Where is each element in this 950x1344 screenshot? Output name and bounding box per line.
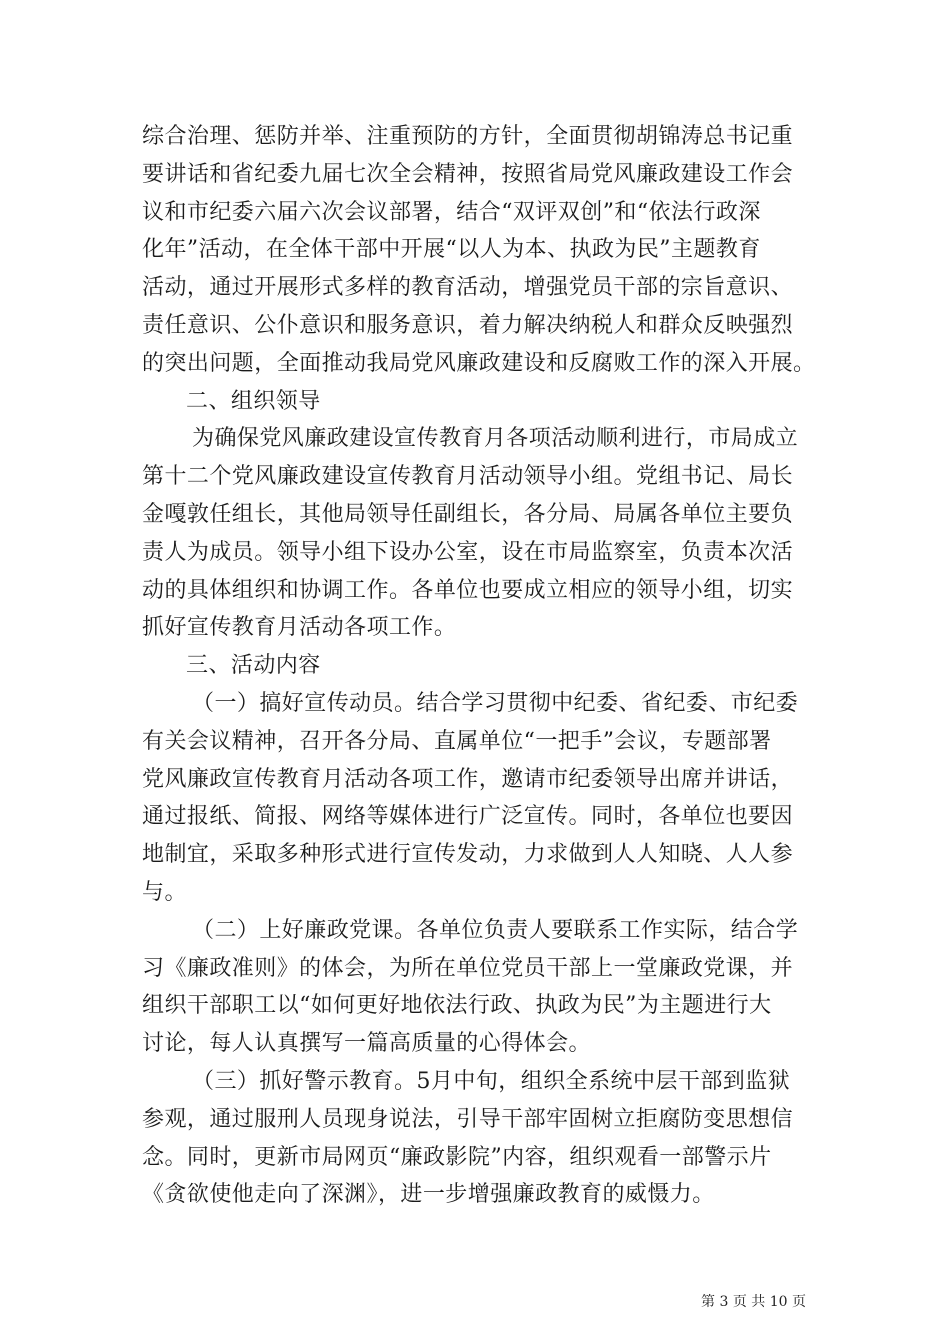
text-line: 有关会议精神，召开各分局、直属单位“一把手”会议，专题部署: [142, 728, 772, 754]
page-footer: [0, 1291, 950, 1311]
text-line: 与。: [142, 879, 187, 905]
text-line: 参观，通过服刑人员现身说法，引导干部牢固树立拒腐防变思想信: [142, 1106, 794, 1132]
page-number-label: 第 3 页 共 10 页: [701, 1294, 806, 1310]
text-line: 第十二个党风廉政建设宣传教育月活动领导小组。党组书记、局长: [142, 464, 794, 490]
text-line: （二）上好廉政党课。各单位负责人要联系工作实际，结合学: [192, 917, 799, 943]
document-body: [142, 118, 816, 1214]
text-line: 议和市纪委六届六次会议部署，结合“双评双创”和“依法行政深: [142, 199, 761, 225]
text-line: 化年”活动，在全体干部中开展“以人为本、执政为民”主题教育: [142, 237, 761, 263]
paragraph-guiding-principles: [142, 118, 816, 383]
text-line: 的突出问题，全面推动我局党风廉政建设和反腐败工作的深入开展。: [142, 350, 816, 376]
text-line: 活动，通过开展形式多样的教育活动，增强党员干部的宗旨意识、: [142, 275, 794, 301]
text-line: 组织干部职工以“如何更好地依法行政、执政为民”为主题进行大: [142, 993, 772, 1019]
text-line: 责任意识、公仆意识和服务意识，着力解决纳税人和群众反映强烈: [142, 312, 794, 338]
text-line: 责人为成员。领导小组下设办公室，设在市局监察室，负责本次活: [142, 539, 794, 565]
section-heading-organization: 二、组织领导: [186, 388, 321, 414]
text-line: 地制宜，采取多种形式进行宣传发动，力求做到人人知晓、人人参: [142, 842, 794, 868]
text-line: 综合治理、惩防并举、注重预防的方针，全面贯彻胡锦涛总书记重: [142, 124, 794, 149]
paragraph-warning-education: [142, 1063, 810, 1214]
paragraph-publicity-mobilization: [142, 685, 810, 912]
text-line: 动的具体组织和协调工作。各单位也要成立相应的领导小组，切实: [142, 577, 794, 603]
section-heading-activities: 三、活动内容: [186, 653, 321, 679]
text-line: 念。同时，更新市局网页“廉政影院”内容，组织观看一部警示片: [142, 1144, 772, 1170]
paragraph-leadership-group: [142, 420, 810, 647]
text-line: 党风廉政宣传教育月活动各项工作，邀请市纪委领导出席并讲话，: [142, 766, 794, 792]
text-line: 要讲话和省纪委九届七次全会精神，按照省局党风廉政建设工作会: [142, 161, 794, 187]
text-line: 金嘎敦任组长，其他局领导任副组长，各分局、局属各单位主要负: [142, 501, 794, 527]
text-line: 通过报纸、简报、网络等媒体进行广泛宣传。同时，各单位也要因: [142, 804, 794, 830]
text-line: 为确保党风廉政建设宣传教育月各项活动顺利进行，市局成立: [192, 426, 799, 452]
paragraph-integrity-lesson: [142, 912, 810, 1063]
text-line: 习《廉政准则》的体会，为所在单位党员干部上一堂廉政党课，并: [142, 955, 794, 981]
text-line: 讨论，每人认真撰写一篇高质量的心得体会。: [142, 1031, 592, 1057]
text-line: （三）抓好警示教育。5月中旬，组织全系统中层干部到监狱: [192, 1068, 791, 1094]
text-line: 《贪欲使他走向了深渊》，进一步增强廉政教育的威慑力。: [142, 1182, 715, 1208]
text-line: 抓好宣传教育月活动各项工作。: [142, 615, 457, 641]
text-line: （一）搞好宣传动员。结合学习贯彻中纪委、省纪委、市纪委: [192, 690, 799, 716]
